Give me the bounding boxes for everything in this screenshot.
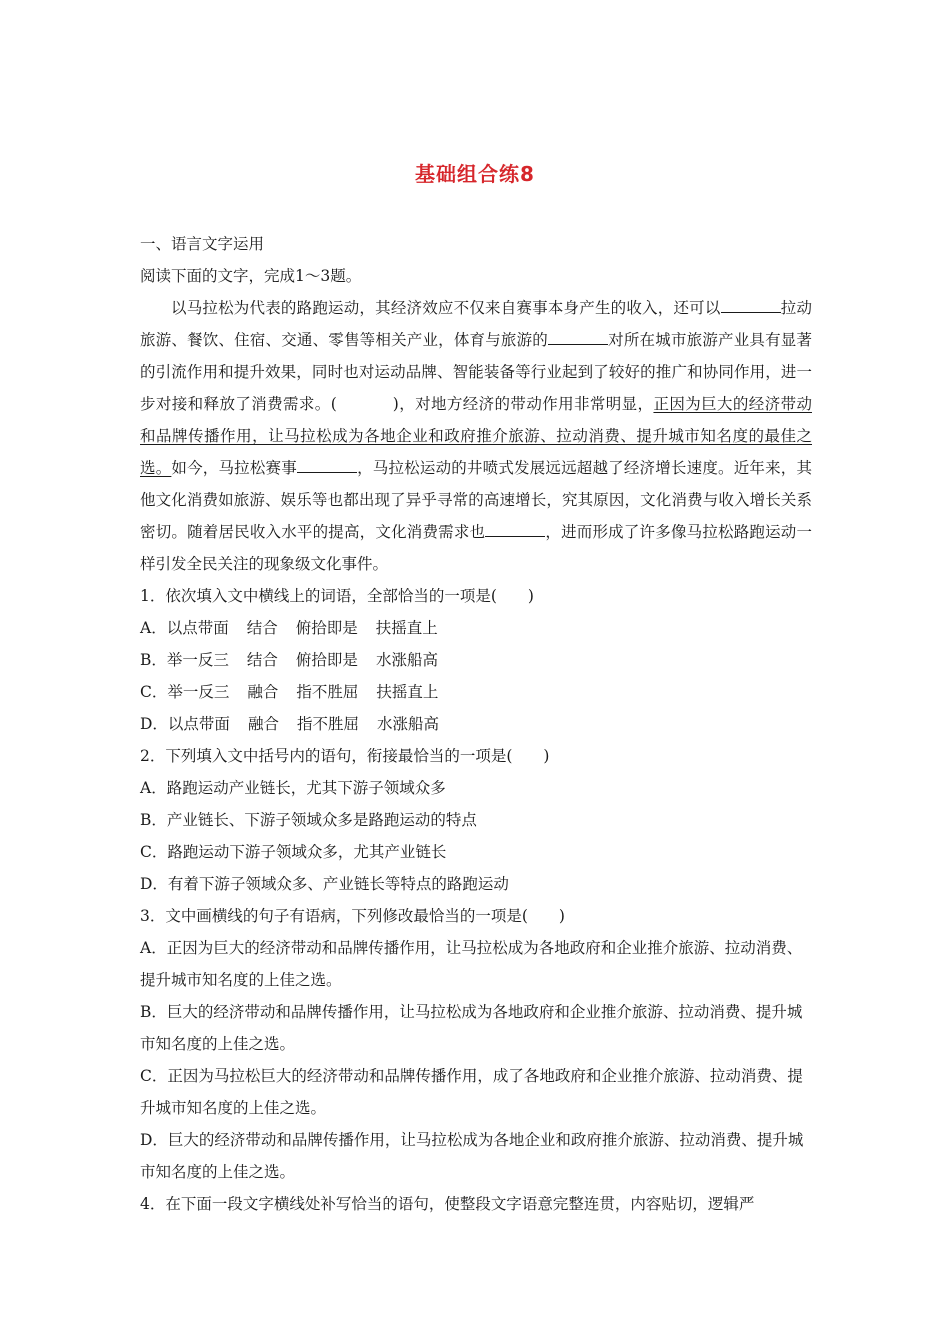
question-1-option-d: D．以点带面 融合 指不胜屈 水涨船高 — [140, 715, 439, 733]
section-heading: 一、语言文字运用 — [140, 235, 265, 253]
question-3-option-a: A．正因为巨大的经济带动和品牌传播作用，让马拉松成为各地政府和企业推介旅游、拉动消费、提升城市知名度的上佳之选。 — [140, 939, 803, 989]
blank-2 — [548, 326, 608, 345]
question-1-option-c: C．举一反三 融合 指不胜屈 扶摇直上 — [140, 683, 439, 701]
blank-1 — [721, 294, 781, 313]
question-3-option-b: B．巨大的经济带动和品牌传播作用，让马拉松成为各地政府和企业推介旅游、拉动消费、提升城市知名度的上佳之选。 — [140, 1003, 803, 1053]
question-2-stem: 2．下列填入文中括号内的语句，衔接最恰当的一项是( ) — [140, 747, 550, 765]
question-3-option-d: D．巨大的经济带动和品牌传播作用，让马拉松成为各地企业和政府推介旅游、拉动消费、提升城市知名度的上佳之选。 — [140, 1131, 804, 1181]
question-2-option-b: B．产业链长、下游子领域众多是路跑运动的特点 — [140, 811, 477, 829]
question-2-option-d: D．有着下游子领域众多、产业链长等特点的路跑运动 — [140, 875, 509, 893]
reading-passage: 以马拉松为代表的路跑运动，其经济效应不仅来自赛事本身产生的收入，还可以 拉动旅游、餐饮、住宿、交通、零售等相关产业，体育与旅游的 对所在城市旅游产业具有显著的引流作用和提升效果，同时也对运动品牌、智能装备等行业起到了较好的推广和协同作用，进一步对接和释放了消费需求。( )，对地方经济的带动作用非常明显，正因为巨大的经济带动和品牌传播作用，让马拉松成为各地企业和政府推介旅游、拉动消费、提升城市知名度的最佳之选。如今，马拉松赛事 ，马拉松运动的井喷式发展远远超越了经济增长速度。近年来，其他文化消费如旅游、娱乐等也都出现了异乎寻常的高速增长，究其原因，文化消费与收入增长关系密切。随着居民收入水平的提高，文化消费需求也 ，进而形成了许多像马拉松路跑运动一样引发全民关注的现象级文化事件。 — [140, 292, 812, 580]
underlined-sentence: 正因为巨大的经济带动和品牌传播作用，让马拉松成为各地企业和政府推介旅游、拉动消费、提升城市知名度的最佳之选。 — [140, 395, 812, 477]
question-1-option-a: A．以点带面 结合 俯拾即是 扶摇直上 — [140, 619, 438, 637]
question-3-stem: 3．文中画横线的句子有语病，下列修改最恰当的一项是( ) — [140, 907, 565, 925]
question-4-stem: 4．在下面一段文字横线处补写恰当的语句，使整段文字语意完整连贯，内容贴切，逻辑严 — [140, 1195, 755, 1213]
page-title: 基础组合练8 — [415, 162, 535, 186]
question-2-option-c: C．路跑运动下游子领域众多，尤其产业链长 — [140, 843, 447, 861]
question-1-option-b: B．举一反三 结合 俯拾即是 水涨船高 — [140, 651, 438, 669]
question-3-option-c: C．正因为马拉松巨大的经济带动和品牌传播作用，成了各地政府和企业推介旅游、拉动消费、提升城市知名度的上佳之选。 — [140, 1067, 803, 1117]
question-1-stem: 1．依次填入文中横线上的词语，全部恰当的一项是( ) — [140, 587, 534, 605]
document-body — [140, 228, 812, 1220]
reading-instruction: 阅读下面的文字，完成1～3题。 — [140, 267, 362, 285]
question-2-option-a: A．路跑运动产业链长，尤其下游子领域众多 — [140, 779, 446, 797]
blank-3 — [297, 454, 357, 473]
blank-4 — [485, 518, 545, 537]
